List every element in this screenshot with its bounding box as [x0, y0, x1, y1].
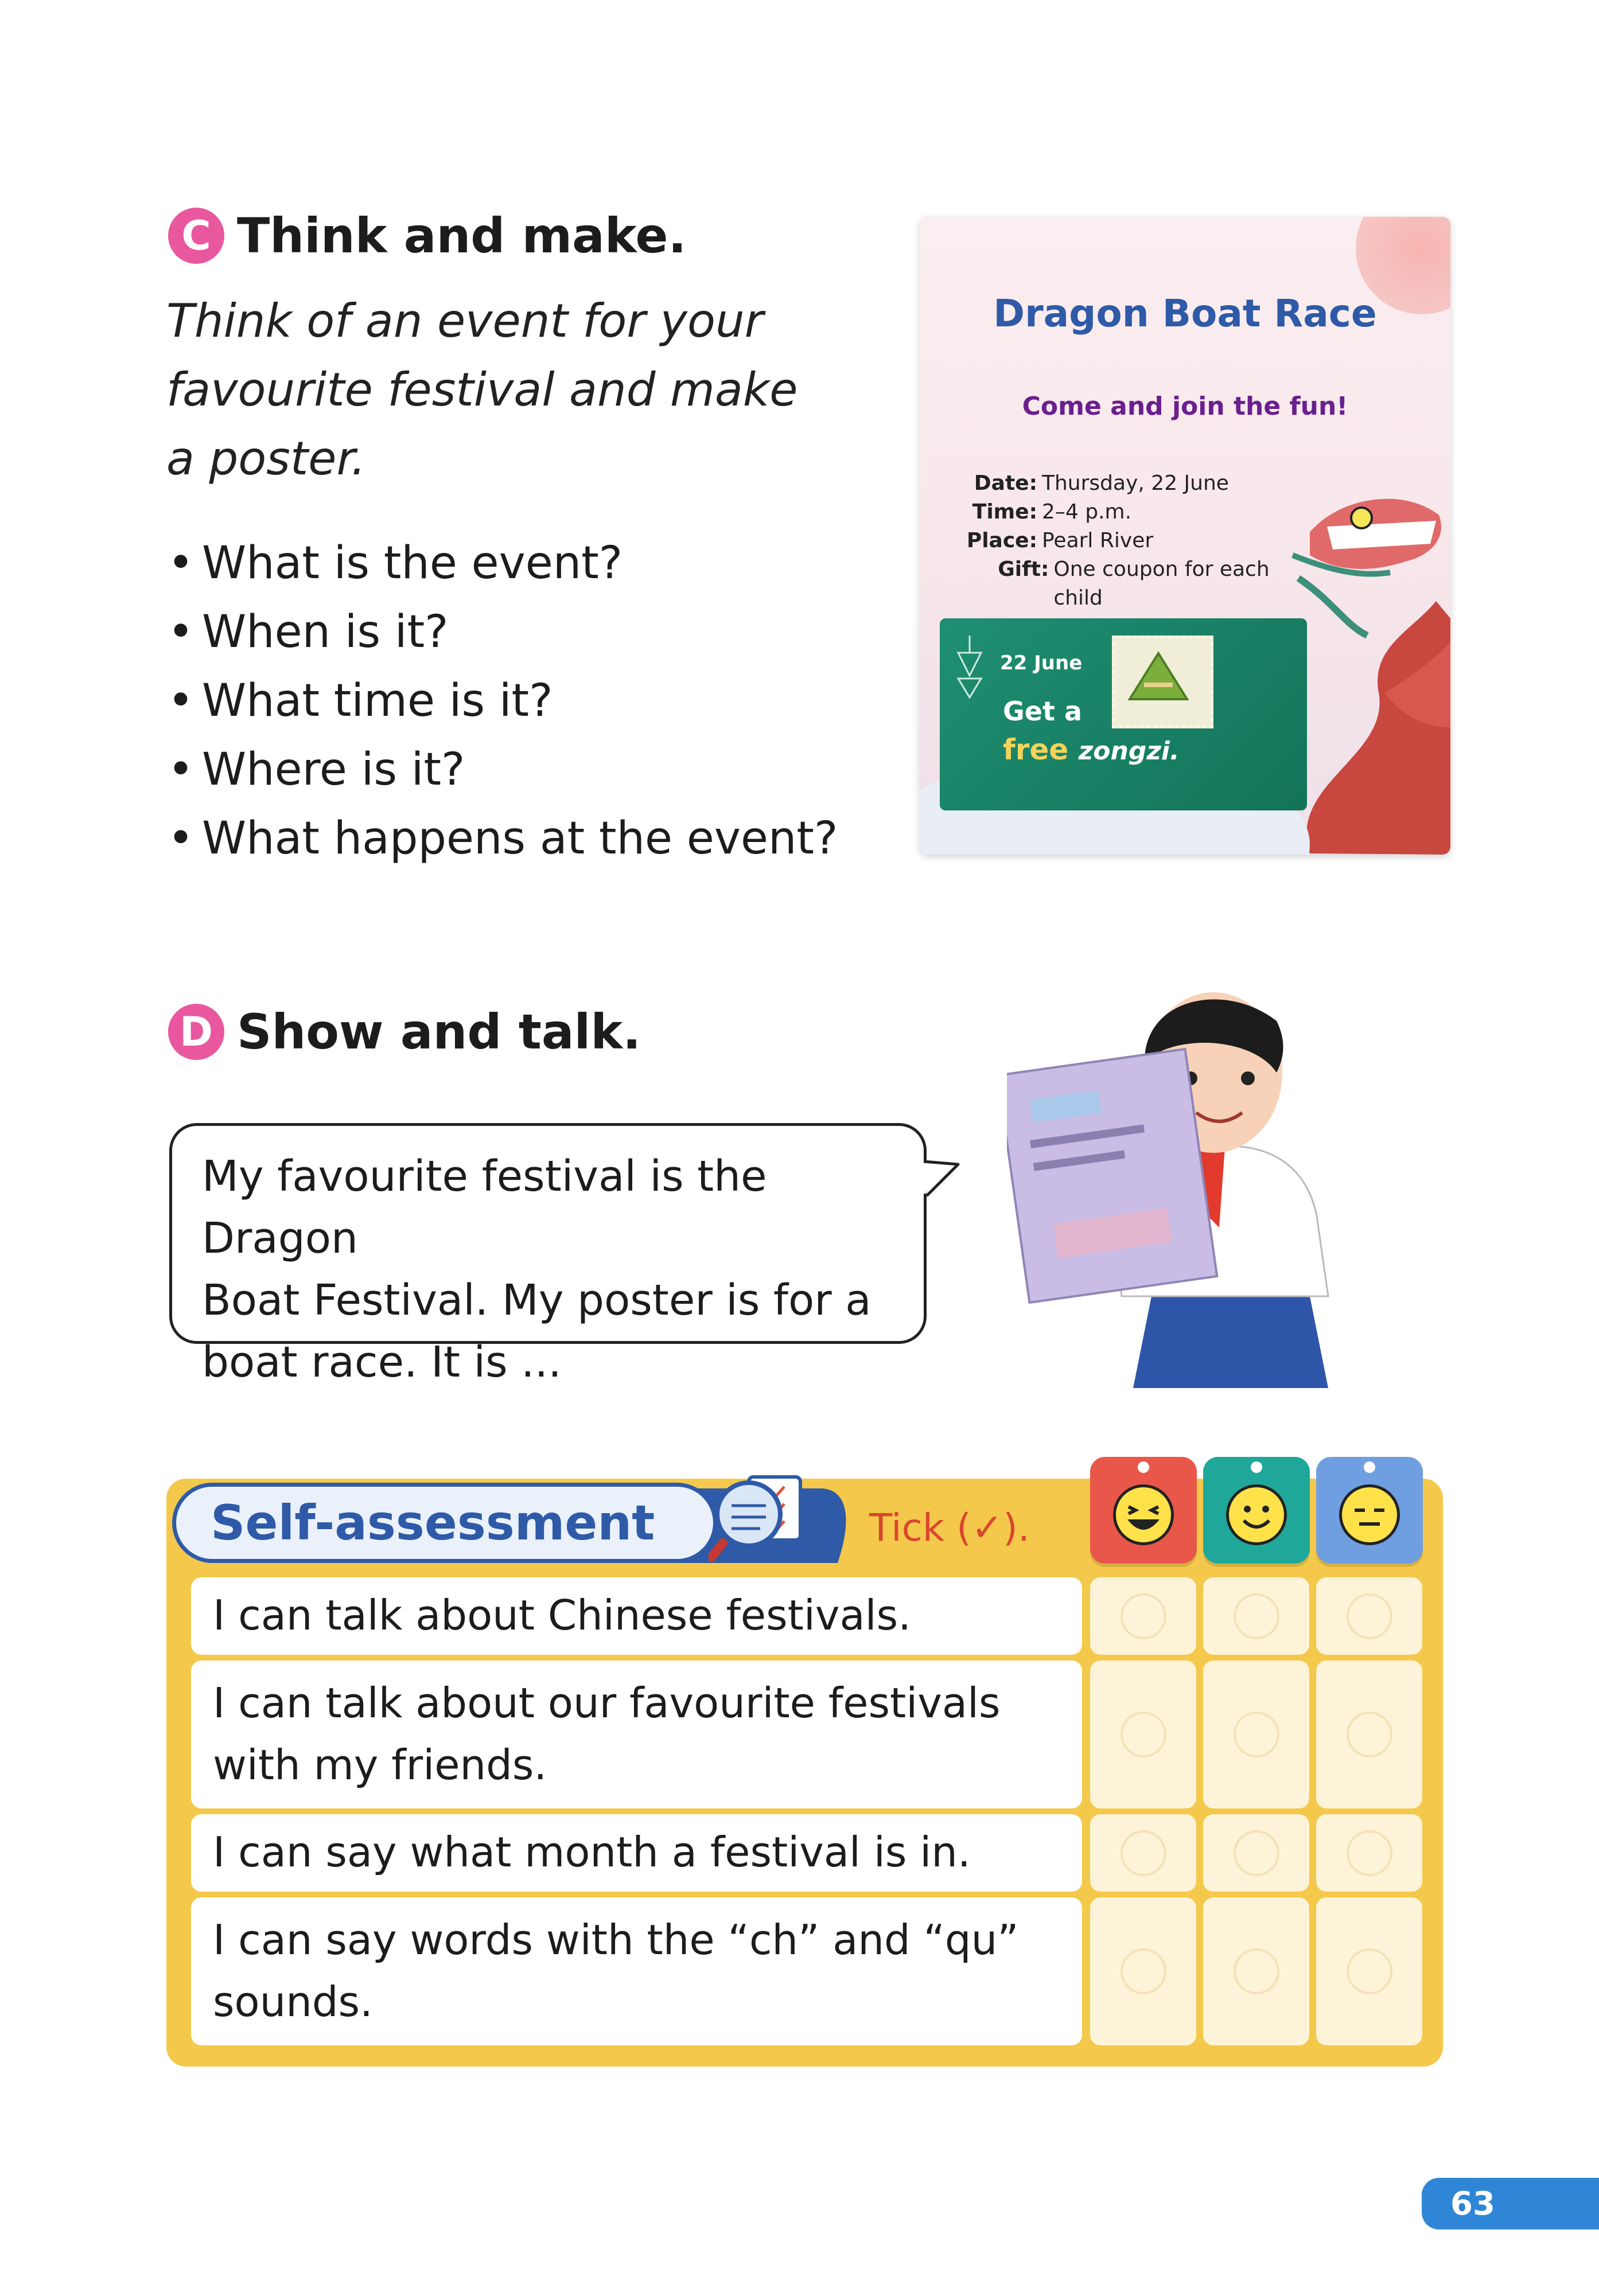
tick-cell[interactable] [1090, 1577, 1196, 1655]
smiling-face-header [1203, 1457, 1310, 1564]
question-item: • What is the event? [168, 529, 838, 598]
coupon-item: zongzi. [1078, 736, 1180, 766]
self-assessment-title: Self-assessment [211, 1495, 655, 1551]
question-item: • What happens at the event? [168, 804, 838, 873]
coupon-free-word: free [1003, 733, 1069, 766]
speech-line: My favourite festival is the Dragon [202, 1152, 767, 1263]
dragon-boat-poster [920, 217, 1450, 855]
section-c-instruction [166, 287, 797, 493]
assessment-text [213, 1909, 1019, 2033]
detail-key: Place: [966, 529, 1037, 552]
question-item: • Where is it? [168, 735, 838, 804]
detail-key: Time: [972, 500, 1037, 524]
tick-cell[interactable] [1203, 1814, 1309, 1892]
assessment-text [213, 1821, 971, 1883]
section-d-title: Show and talk. [237, 1004, 641, 1060]
zongzi-stamp [1112, 636, 1213, 728]
coupon-date: 22 June [1000, 652, 1083, 675]
detail-value: Thursday, 22 June [1042, 471, 1229, 495]
smiling-face-icon [1226, 1484, 1287, 1545]
poster-subtitle: Come and join the fun! [1022, 392, 1348, 421]
tick-cell[interactable] [1090, 1814, 1196, 1892]
assessment-line: sounds. [213, 1978, 373, 2026]
tick-cell[interactable] [1203, 1660, 1309, 1808]
detail-key: Gift: [998, 558, 1049, 581]
section-d-letter: D [168, 1004, 224, 1060]
assessment-text [213, 1672, 1001, 1796]
zongzi-coupon [940, 618, 1307, 810]
section-c-title: Think and make. [237, 208, 687, 264]
lantern-icon [952, 636, 987, 699]
section-c-heading [168, 208, 686, 264]
detail-key: Date: [974, 471, 1037, 495]
detail-value: Pearl River [1042, 529, 1154, 552]
question-list [168, 529, 838, 873]
section-d-heading [168, 1004, 641, 1060]
tick-cell[interactable] [1090, 1897, 1196, 2045]
speech-line: boat race. It is ... [202, 1338, 562, 1387]
coupon-line: Get a [1003, 696, 1082, 727]
speech-bubble-tail [921, 1156, 961, 1207]
magnifier-checklist-icon [709, 1465, 812, 1569]
tick-cell[interactable] [1203, 1897, 1309, 2045]
assessment-line: I can say what month a festival is in. [213, 1828, 971, 1876]
assessment-row [191, 1577, 1082, 1655]
assessment-row [191, 1660, 1082, 1808]
tick-cell[interactable] [1090, 1660, 1196, 1808]
tick-cell[interactable] [1316, 1660, 1422, 1808]
assessment-line: I can talk about our favourite festivals [213, 1679, 1001, 1727]
tick-cell[interactable] [1316, 1577, 1422, 1655]
assessment-line: I can say words with the “ch” and “qu” [213, 1916, 1019, 1964]
self-assessment-title-pill [172, 1483, 717, 1563]
boy-with-poster-illustration [1007, 975, 1363, 1411]
assessment-text [213, 1584, 911, 1646]
neutral-face-icon [1339, 1484, 1400, 1545]
assessment-row [191, 1814, 1082, 1892]
tick-cell[interactable] [1316, 1814, 1422, 1892]
assessment-line: I can talk about Chinese festivals. [213, 1591, 911, 1639]
detail-value: One coupon for each child [1053, 558, 1270, 610]
coupon-free-line [1003, 733, 1180, 766]
neutral-face-header [1316, 1457, 1423, 1564]
question-item: • When is it? [168, 598, 838, 666]
tick-cell[interactable] [1203, 1577, 1309, 1655]
detail-value: 2–4 p.m. [1042, 500, 1132, 524]
instruction-line: Think of an event for your [166, 294, 764, 348]
speech-bubble [169, 1123, 927, 1387]
laughing-face-header [1090, 1457, 1197, 1564]
poster-title: Dragon Boat Race [993, 291, 1377, 336]
instruction-line: a poster. [166, 432, 366, 485]
speech-line: Boat Festival. My poster is for a [202, 1276, 872, 1325]
tick-instruction: Tick (✓). [869, 1506, 1030, 1550]
page-number: 63 [1422, 2178, 1599, 2229]
laughing-face-icon [1113, 1484, 1174, 1545]
question-item: • What time is it? [168, 666, 838, 735]
assessment-line: with my friends. [213, 1741, 547, 1789]
zongzi-icon [1115, 639, 1203, 718]
instruction-line: favourite festival and make [166, 363, 798, 416]
assessment-row [191, 1897, 1082, 2045]
tick-cell[interactable] [1316, 1897, 1422, 2045]
section-c-letter: C [168, 208, 224, 264]
